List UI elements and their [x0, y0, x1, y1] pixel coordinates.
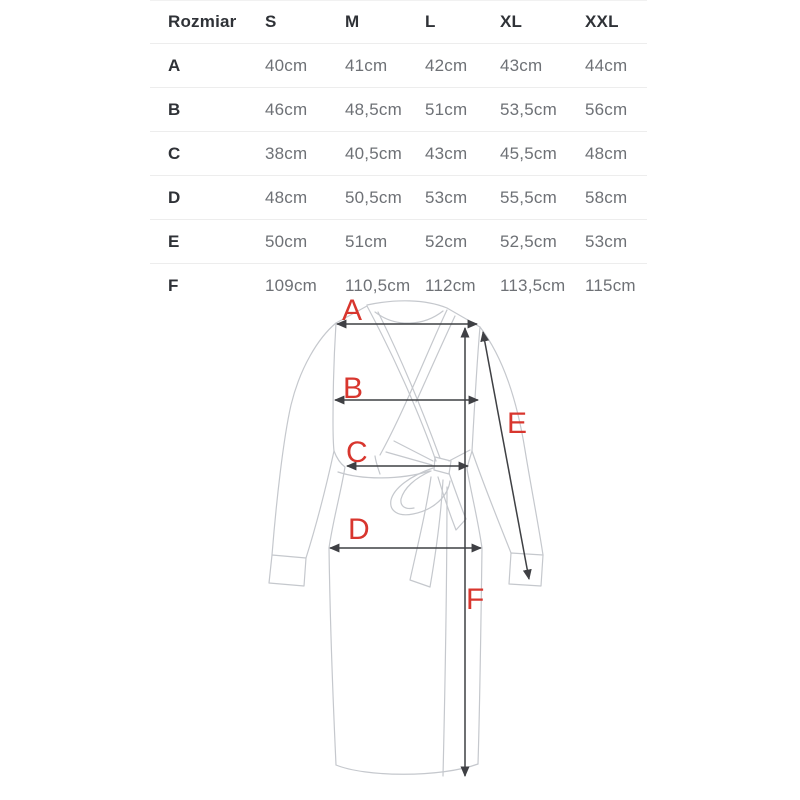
size-cell: 50cm — [265, 231, 308, 251]
size-cell: 48,5cm — [345, 99, 402, 119]
size-cell: 48cm — [265, 187, 308, 207]
size-cell: 41cm — [345, 55, 388, 75]
bow-tail-long — [410, 477, 443, 587]
measurement-label-e: E — [507, 407, 528, 440]
row-label: D — [168, 187, 181, 207]
left-armhole — [333, 323, 336, 451]
measurement-label-d: D — [348, 513, 370, 546]
size-cell: 50,5cm — [345, 187, 402, 207]
size-cell: 43cm — [500, 55, 543, 75]
left-lapel-inner — [378, 312, 440, 458]
gather-line — [449, 450, 470, 461]
size-cell: 58cm — [585, 187, 628, 207]
right-waist — [467, 451, 482, 548]
column-header-l: L — [425, 12, 436, 31]
row-label: E — [168, 231, 180, 251]
size-cell: 40,5cm — [345, 143, 402, 163]
back-neckline — [375, 311, 443, 323]
left-waist — [329, 451, 345, 548]
right-sleeve-outer — [480, 327, 543, 555]
size-cell: 45,5cm — [500, 143, 557, 163]
size-cell: 109cm — [265, 275, 318, 295]
row-label: C — [168, 143, 181, 163]
column-header-rozmiar: Rozmiar — [168, 12, 237, 31]
right-sleeve-inner — [472, 451, 511, 553]
right-cuff — [509, 553, 543, 586]
hem — [336, 764, 478, 774]
table-header-row — [150, 1, 647, 44]
measurement-label-f: F — [466, 583, 485, 616]
wrap-overlap-edge — [443, 487, 447, 776]
collar-top — [367, 301, 447, 308]
size-cell: 48cm — [585, 143, 628, 163]
table-row-c — [150, 132, 647, 176]
size-cell: 53,5cm — [500, 99, 557, 119]
size-cell: 56cm — [585, 99, 628, 119]
left-cuff — [269, 555, 306, 586]
column-header-xxl: XXL — [585, 12, 619, 31]
gather-line — [394, 441, 433, 461]
size-cell: 52,5cm — [500, 231, 557, 251]
right-skirt — [478, 548, 482, 764]
tie-end-tick — [375, 456, 380, 474]
measurement-label-c: C — [346, 436, 368, 469]
size-cell: 55,5cm — [500, 187, 557, 207]
left-lapel-outer — [367, 306, 436, 461]
row-label: A — [168, 55, 181, 75]
size-cell: 40cm — [265, 55, 308, 75]
row-label: F — [168, 275, 179, 295]
left-skirt — [329, 548, 336, 765]
table-row-d — [150, 176, 647, 220]
size-table — [150, 0, 647, 307]
row-label: B — [168, 99, 181, 119]
size-cell: 53cm — [425, 187, 468, 207]
table-row-b — [150, 88, 647, 132]
size-cell: 42cm — [425, 55, 468, 75]
right-lapel-outer — [380, 310, 447, 455]
dress-outline — [269, 301, 543, 776]
size-cell: 46cm — [265, 99, 308, 119]
measurement-label-b: B — [343, 372, 364, 405]
left-sleeve-outer — [272, 323, 336, 555]
right-armhole — [472, 327, 480, 451]
measurement-label-a: A — [342, 294, 363, 327]
size-cell: 43cm — [425, 143, 468, 163]
size-cell: 51cm — [345, 231, 388, 251]
size-cell: 115cm — [585, 275, 636, 295]
size-cell: 113,5cm — [500, 275, 566, 295]
size-cell: 44cm — [585, 55, 628, 75]
column-header-xl: XL — [500, 12, 523, 31]
column-header-m: M — [345, 12, 360, 31]
table-row-e — [150, 220, 647, 264]
size-cell: 51cm — [425, 99, 468, 119]
size-cell: 38cm — [265, 143, 308, 163]
waist-seam — [338, 471, 430, 478]
size-cell: 110,5cm — [345, 275, 411, 295]
right-lapel-inner — [416, 316, 455, 402]
size-cell: 52cm — [425, 231, 468, 251]
table-row-a — [150, 44, 647, 88]
column-header-s: S — [265, 12, 277, 31]
bow-tail-short — [438, 473, 466, 530]
garment-drawing — [0, 290, 800, 800]
size-cell: 53cm — [585, 231, 628, 251]
gather-line — [386, 452, 432, 465]
size-cell: 112cm — [425, 275, 476, 295]
